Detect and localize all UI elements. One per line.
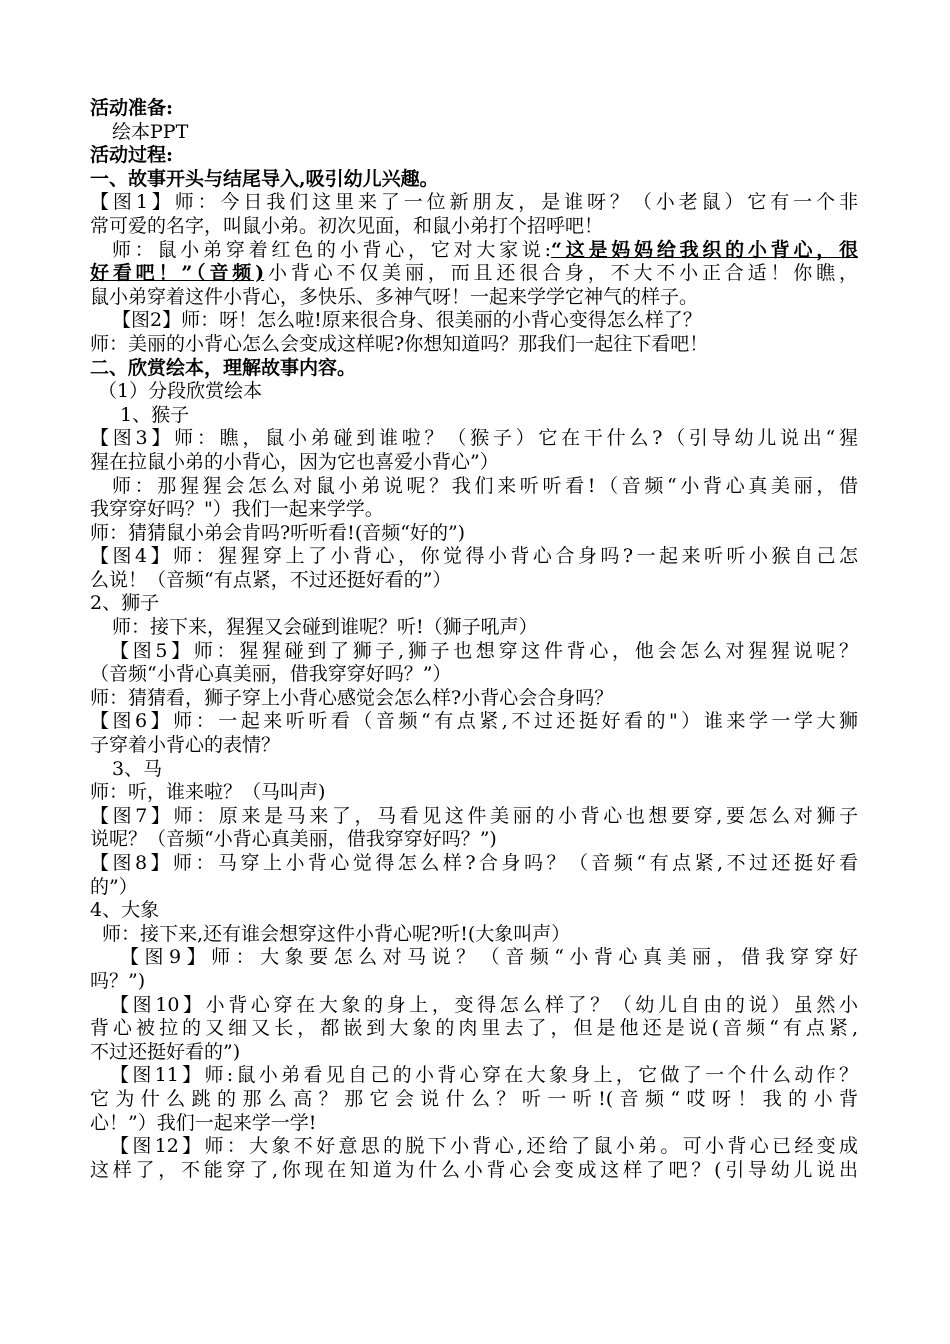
paragraph-line: 师：听，谁来啦？（马叫声) [90, 781, 326, 804]
underlined-quote: 好看吧！”（音频) [90, 262, 265, 285]
paragraph-line: 师：接下来，猩猩又会碰到谁呢？听!（狮子吼声） [112, 616, 538, 639]
paragraph-line: 这样了，不能穿了,你现在知道为什么小背心会变成这样了吧？(引导幼儿说出 [90, 1158, 858, 1181]
paragraph-line: 【图12】师：大象不好意思的脱下小背心,还给了鼠小弟。可小背心已经变成 [110, 1135, 858, 1158]
paragraph-line: 【图7】师：原来是马来了，马看见这件美丽的小背心也想要穿,要怎么对狮子 [90, 804, 858, 827]
paragraph-line [90, 239, 858, 263]
heading-activity-preparation: 活动准备: [90, 97, 174, 119]
paragraph-line: 师：接下来,还有谁会想穿这件小背心呢?听!(大象叫声） [102, 922, 571, 945]
paragraph-line [90, 262, 858, 286]
paragraph-line: 【图1】师：今日我们这里来了一位新朋友，是谁呀？（小老鼠）它有一个非 [90, 191, 858, 214]
underlined-quote: “这是妈妈给我织的小背心，很 [551, 238, 858, 261]
paragraph-line: 师：美丽的小背心怎么会变成这样呢?你想知道吗？那我们一起往下看吧！ [90, 332, 709, 355]
paragraph-line: 心！”）我们一起来学一学! [90, 1111, 317, 1134]
paragraph-line: 鼠小弟穿着这件小背心，多快乐、多神气呀！一起来学学它神气的样子。 [90, 285, 699, 308]
paragraph-line: 我穿穿好吗？"）我们一起来学学。 [90, 498, 384, 521]
paragraph-line: 师：猜猜看，狮子穿上小背心感觉会怎么样?小背心会合身吗？ [90, 686, 614, 709]
subheading-horse: 3、马 [112, 757, 163, 780]
paragraph-line: 【图10】小背心穿在大象的身上，变得怎么样了？（幼儿自由的说）虽然小 [110, 993, 858, 1016]
section-heading-1: 一、故事开头与结尾导入,吸引幼儿兴趣。 [90, 167, 439, 190]
heading-activity-process: 活动过程: [90, 144, 174, 167]
document-body [90, 97, 858, 1182]
paragraph-line: 【图5】师：猩猩碰到了狮子,狮子也想穿这件背心，他会怎么对猩猩说呢？ [110, 639, 858, 662]
line-text: 小背心不仅美丽，而且还很合身，不大不小正合适！你瞧， [264, 262, 858, 285]
paragraph-line: 么说！（音频“有点紧，不过还挺好看的”） [90, 568, 452, 591]
subheading-monkey: 1、猴子 [120, 403, 190, 426]
paragraph-line: 【图8】师：马穿上小背心觉得怎么样?合身吗？（音频“有点紧,不过还挺好看 [90, 852, 858, 874]
paragraph-line: 【图6】师：一起来听听看（音频“有点紧,不过还挺好看的"）谁来学一学大狮 [90, 710, 858, 733]
line-text: 师：鼠小弟穿着红色的小背心，它对大家说: [112, 238, 552, 261]
paragraph-line: 背心被拉的又细又长，都嵌到大象的肉里去了，但是他还是说(音频“有点紧, [90, 1017, 858, 1040]
paragraph-line: 绘本PPT [112, 120, 189, 143]
paragraph-line: 子穿着小背心的表情？ [90, 734, 281, 757]
paragraph-line: 师：猜猜鼠小弟会肯吗?听听看!(音频“好的”) [90, 521, 466, 544]
subheading-elephant: 4、大象 [90, 899, 160, 922]
paragraph-line: 【图11】师:鼠小弟看见自己的小背心穿在大象身上，它做了一个什么动作？ [110, 1064, 858, 1087]
paragraph-line: 吗？”) [90, 969, 146, 992]
paragraph-line: 常可爱的名字，叫鼠小弟。初次见面，和鼠小弟打个招呼吧！ [90, 214, 604, 237]
paragraph-line: （音频“小背心真美丽，借我穿穿好吗？”） [90, 663, 452, 686]
paragraph-line: 猩在拉鼠小弟的小背心，因为它也喜爱小背心”） [90, 450, 499, 473]
paragraph-line: 【图4】师：猩猩穿上了小背心，你觉得小背心合身吗?一起来听听小猴自己怎 [90, 545, 858, 568]
paragraph-line: （1）分段欣赏绘本 [98, 380, 263, 403]
paragraph-line: 它为什么跳的那么高？那它会说什么？听一听!(音频“哎呀！我的小背 [90, 1087, 858, 1110]
subheading-lion: 2、狮子 [90, 592, 160, 615]
paragraph-line: 师：那猩猩会怎么对鼠小弟说呢？我们来听听看!（音频“小背心真美丽，借 [112, 474, 858, 497]
paragraph-line: 的”） [90, 875, 138, 898]
section-heading-2: 二、欣赏绘本，理解故事内容。 [90, 356, 357, 379]
paragraph-line: 不过还挺好看的”) [90, 1040, 241, 1063]
paragraph-line: 【图2】师：呀！怎么啦!原来很合身、很美丽的小背心变得怎么样了？ [112, 309, 702, 332]
paragraph-line: 【图3】师：瞧，鼠小弟碰到谁啦？（猴子）它在干什么?（引导幼儿说出“猩 [90, 427, 858, 450]
paragraph-line: 说呢？（音频“小背心真美丽，借我穿穿好吗？”) [90, 828, 497, 851]
paragraph-line: 【图9】师：大象要怎么对马说？（音频“小背心真美丽，借我穿穿好 [120, 946, 858, 969]
